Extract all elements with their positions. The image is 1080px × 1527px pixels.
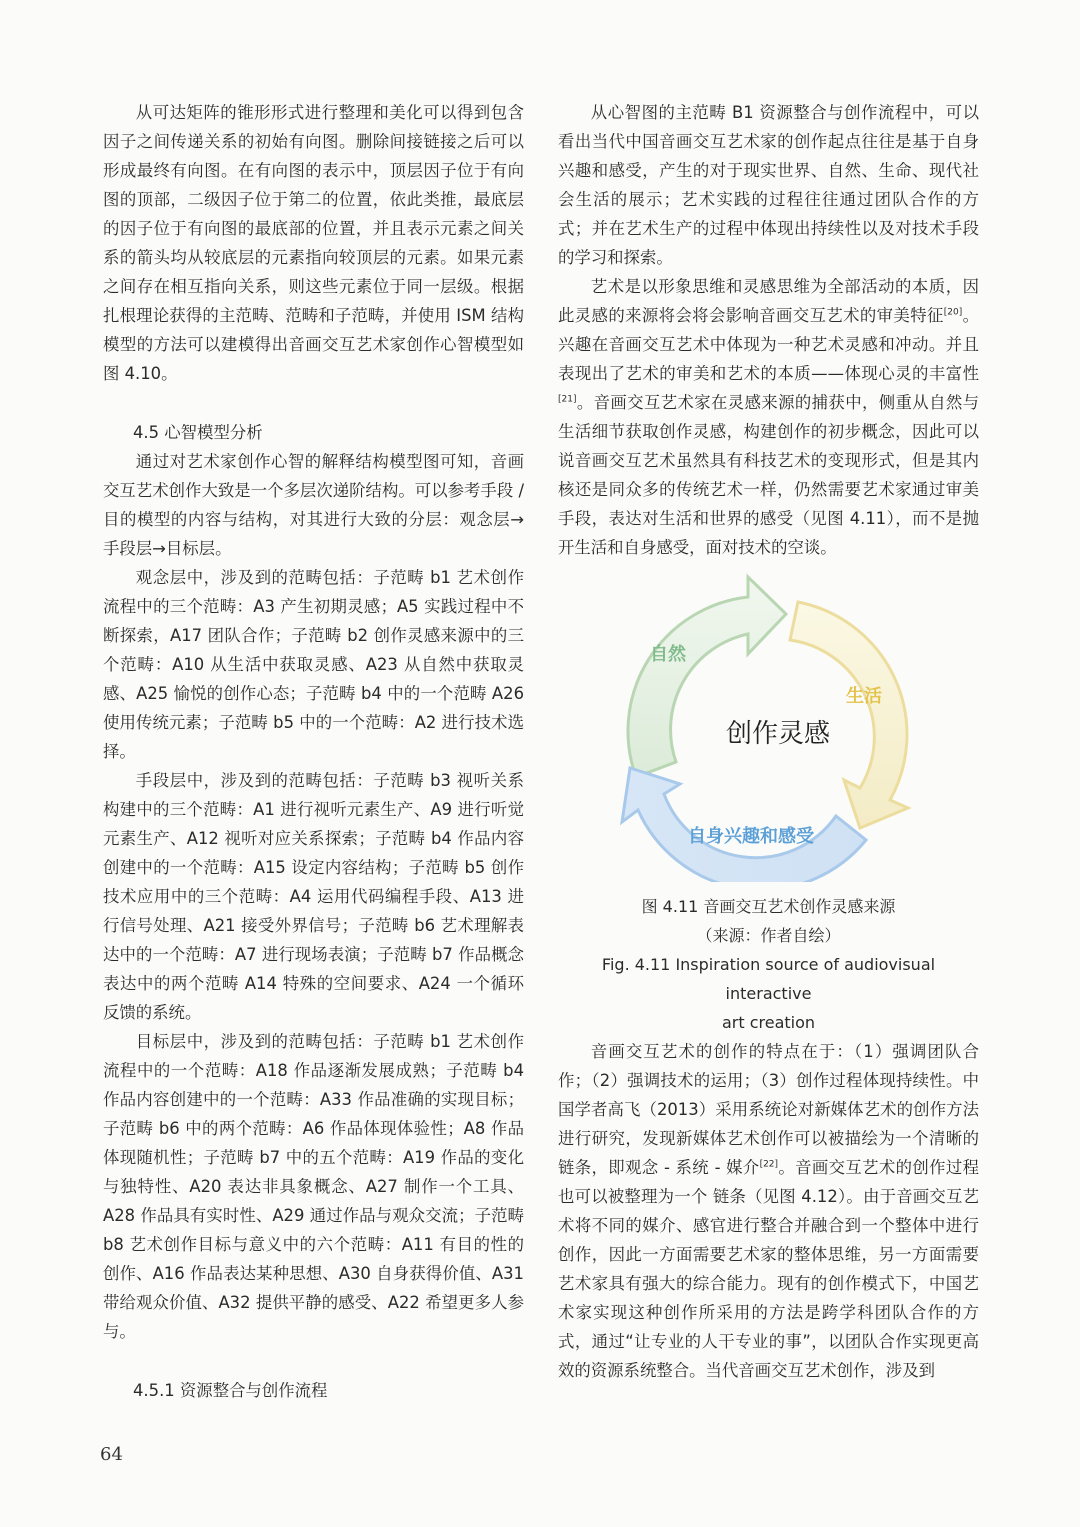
label-nature: 自然: [650, 644, 686, 665]
citation-20[interactable]: [20]: [943, 307, 963, 318]
right-paragraph-1: 从心智图的主范畴 B1 资源整合与创作流程中，可以看出当代中国音画交互艺术家的创作起点往往是基于自身兴趣和感受，产生的对于现实世界、自然、生命、现代社会生活的展示；艺术实践的过程往往通过团队合作的方式；并在艺术生产的过程中体现出持续性以及对技术手段的学习和探索。: [558, 103, 979, 267]
left-paragraph-2: 通过对艺术家创作心智的解释结构模型图可知，音画交互艺术创作大致是一个多层次递阶结构。可以参考手段 / 目的模型的内容与结构，对其进行大致的分层：观念层→手段层→目标层。: [103, 452, 524, 558]
figure-caption-source: （来源：作者自绘）: [696, 926, 841, 945]
left-paragraph-3: 观念层中，涉及到的范畴包括：子范畴 b1 艺术创作流程中的三个范畴：A3 产生初期灵感；A5 实践过程中不断探索，A17 团队合作；子范畴 b2 创作灵感来源中的三个范畴：A10 从生活中获取灵感、A23 从自然中获取灵感、A25 愉悦的创作心态；子范畴 b4 中的一个范畴 A26 使用传统元素；子范畴 b5 中的一个范畴：A2 进行技术选择。: [103, 568, 524, 761]
section-heading-4-5: 4.5 心智模型分析: [133, 423, 263, 442]
figure-caption-en-line2: art creation: [721, 1013, 816, 1032]
section-heading-4-5-1: 4.5.1 资源整合与创作流程: [133, 1381, 328, 1400]
figure-caption-en-line1: Fig. 4.11 Inspiration source of audiovisual interactive: [601, 955, 936, 1003]
left-paragraph-5: 目标层中，涉及到的范畴包括：子范畴 b1 艺术创作流程中的一个范畴：A18 作品逐渐发展成熟；子范畴 b4 作品内容创建中的一个范畴：A33 作品准确的实现目标；子范畴 b6 中的两个范畴：A6 作品体现体验性；A8 作品体现随机性；子范畴 b7 中的五个范畴：A19 作品的变化与独特性、A20 表达非具象概念、A27 制作一个工具、A28 作品具有实时性、A29 通过作品与观众交流；子范畴 b8 艺术创作目标与意义中的六个范畴：A11 有目的性的创作、A16 作品表达某种思想、A30 自身获得价值、A31 带给观众价值、A32 提供平静的感受、A22 希望更多人参与。: [103, 1032, 524, 1341]
left-paragraph-4: 手段层中，涉及到的范畴包括：子范畴 b3 视听关系构建中的三个范畴：A1 进行视听元素生产、A9 进行听觉元素生产、A12 视听对应关系探索；子范畴 b4 作品内容创建中的一个范畴：A15 设定内容结构；子范畴 b5 创作技术应用中的三个范畴：A4 运用代码编程手段、A13 进行信号处理、A21 接受外界信号；子范畴 b6 艺术理解表达中的一个范畴：A7 进行现场表演；子范畴 b7 作品概念表达中的两个范畴 A14 特殊的空间要求、A24 一个循环反馈的系统。: [103, 771, 524, 1022]
cycle-segment-interest: [622, 768, 866, 882]
figure-4-11: [558, 572, 979, 892]
citation-22[interactable]: [22]: [759, 1159, 779, 1170]
left-column: [103, 98, 524, 1405]
page-number: 64: [100, 1444, 123, 1465]
right-paragraph-3: 音画交互艺术的创作的特点在于：（1）强调团队合作；（2）强调技术的运用；（3）创作过程体现持续性。中国学者高飞（2013）采用系统论对新媒体艺术的创作方法进行研究，发现新媒体艺术创作可以被描绘为一个清晰的链条，即观念 - 系统 - 媒介[22]。音画交互艺术的创作过程也可以被整理为一个 链条（见图 4.12）。由于音画交互艺术将不同的媒介、感官进行整合并融合到一个整体中进行创作，因此一方面需要艺术家的整体思维，另一方面需要艺术家具有强大的综合能力。现有的创作模式下，中国艺术家实现这种创作所采用的方法是跨学科团队合作的方式，通过“让专业的人干专业的事”，以团队合作实现更高效的资源系统整合。当代音画交互艺术创作，涉及到: [558, 1042, 980, 1380]
right-column: [558, 98, 979, 1385]
citation-21[interactable]: [21]: [558, 394, 577, 405]
center-label-inspiration: 创作灵感: [725, 719, 831, 749]
right-paragraph-2: 艺术是以形象思维和灵感思维为全部活动的本质，因此灵感的来源将会将会影响音画交互艺术的审美特征[20]。兴趣在音画交互艺术中体现为一种艺术灵感和冲动。并且表现出了艺术的审美和艺术的本质——体现心灵的丰富性[21]。音画交互艺术家在灵感来源的捕获中，侧重从自然与生活细节获取创作灵感，构建创作的初步概念，因此可以说音画交互艺术虽然具有科技艺术的变现形式，但是其内核还是同众多的传统艺术一样，仍然需要艺术家通过审美手段，表达对生活和世界的感受（见图 4.11），而不是抛开生活和自身感受，面对技术的空谈。: [558, 277, 980, 557]
figure-caption-cn: 图 4.11 音画交互艺术创作灵感来源: [641, 897, 896, 916]
label-life: 生活: [846, 686, 882, 707]
left-paragraph-1: 从可达矩阵的锥形形式进行整理和美化可以得到包含因子之间传递关系的初始有向图。删除间接链接之后可以形成最终有向图。在有向图的表示中，顶层因子位于有向图的顶部，二级因子位于第二的位置，依此类推，最底层的因子位于有向图的最底部的位置，并且表示元素之间关系的箭头均从较底层的元素指向较顶层的元素。如果元素之间存在相互指向关系，则这些元素位于同一层级。根据扎根理论获得的主范畴、范畴和子范畴，并使用 ISM 结构模型的方法可以建模得出音画交互艺术家创作心智模型如图 4.10。: [103, 103, 524, 383]
label-interest: 自身兴趣和感受: [688, 826, 814, 847]
cycle-segment-life: [790, 602, 908, 828]
inspiration-cycle-diagram: [608, 572, 928, 882]
